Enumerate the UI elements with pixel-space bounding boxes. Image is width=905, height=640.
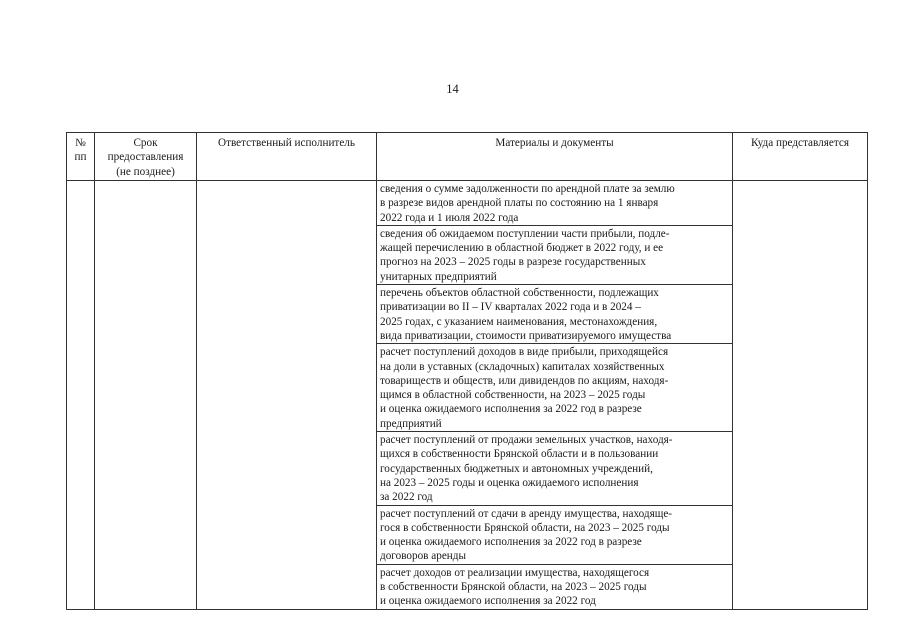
cell-materials (377, 181, 733, 610)
header-number: № пп (67, 133, 95, 181)
material-item: расчет доходов от реализации имущества, находящегося в собственности Брянской области, на 2023 – 2025 годы и оценка ожидаемого исполнения за 2022 год (380, 566, 650, 608)
material-item: перечень объектов областной собственности, подлежащих приватизации во II – IV кварталах 2022 года и в 2024 – 2025 годах, с указанием наименования, местонахождения, вида приватизации, стоимости приватизируемого имущества (377, 285, 732, 344)
header-materials: Материалы и документы (377, 133, 733, 181)
table-header-row (67, 133, 868, 181)
cell-responsible (197, 181, 377, 610)
cell-number (67, 181, 95, 610)
cell-recipient (733, 181, 868, 610)
header-recipient: Куда представляется (733, 133, 868, 181)
material-item: расчет поступлений от сдачи в аренду имущества, находяще- гося в собственности Брянской области, на 2023 – 2025 годы и оценка ожидаемого исполнения за 2022 год в разрезе договоров аренды (377, 506, 732, 565)
header-responsible: Ответственный исполнитель (197, 133, 377, 181)
material-item: сведения об ожидаемом поступлении части прибыли, подле- жащей перечислению в областной бюджет в 2022 году, и ее прогноз на 2023 – 2025 годы в разрезе государственных унитарных предприятий (377, 226, 732, 285)
material-item: расчет поступлений доходов в виде прибыли, приходящейся на доли в уставных (складочных) капиталах хозяйственных товариществ и обществ, или дивидендов по акциям, находя- щимся в областной собственности, на 2023 – 2025 годы и оценка ожидаемого исполнения за 2022 год в разрезе предприятий (377, 344, 732, 432)
header-term: Срок предоставления (не позднее) (95, 133, 197, 181)
cell-term (95, 181, 197, 610)
table-row (67, 181, 868, 610)
page-number: 14 (446, 82, 459, 96)
material-item: сведения о сумме задолженности по арендной плате за землю в разрезе видов арендной платы по состоянию на 1 января 2022 года и 1 июля 2022 года (377, 181, 732, 226)
materials-table (66, 132, 868, 610)
material-item: расчет поступлений от продажи земельных участков, находя- щихся в собственности Брянской области и в пользовании государственных бюджетных и автономных учреждений, на 2023 – 2025 годы и оценка ожидаемого исполнения за 2022 год (377, 432, 732, 505)
